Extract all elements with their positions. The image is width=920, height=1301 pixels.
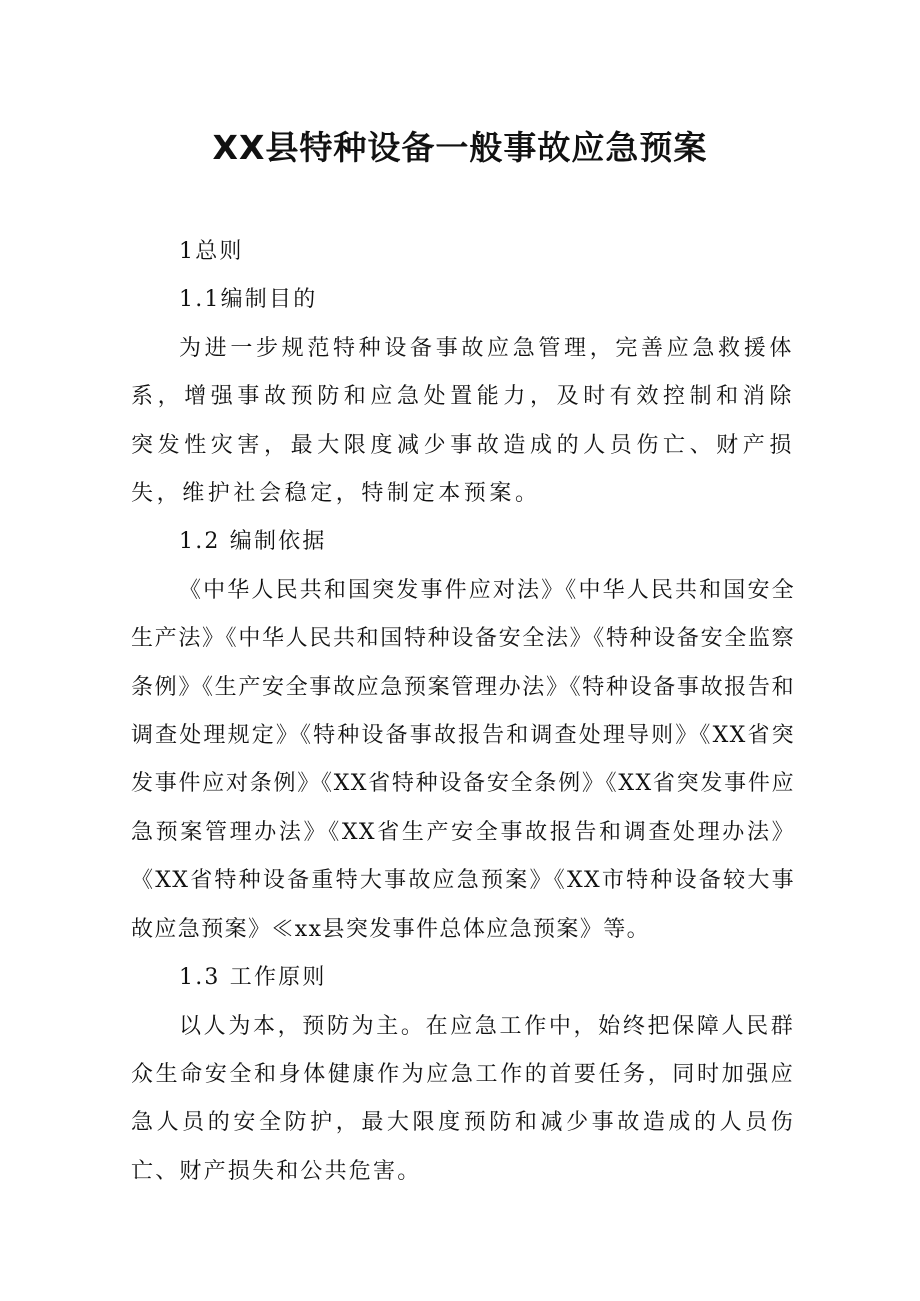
section-heading-principles: 1.3 工作原则 bbox=[179, 965, 327, 991]
section-heading-purpose: 1.1编制目的 bbox=[179, 287, 318, 313]
document-body bbox=[131, 228, 795, 1196]
paragraph-purpose: 为进一步规范特种设备事故应急管理，完善应急救援体系，增强事故预防和应急处置能力，及时有效控制和消除突发性灾害，最大限度减少事故造成的人员伤亡、财产损失，维护社会稳定，特制定本预案。 bbox=[131, 335, 795, 507]
paragraph-basis: 《中华人民共和国突发事件应对法》《中华人民共和国安全生产法》《中华人民共和国特种设备安全法》《特种设备安全监察条例》《生产安全事故应急预案管理办法》《特种设备事故报告和调查处理规定》《特种设备事故报告和调查处理导则》《XX省突发事件应对条例》《XX省特种设备安全条例》《XX省突发事件应急预案管理办法》《XX省生产安全事故报告和调查处理办法》《XX省特种设备重特大事故应急预案》《XX市特种设备较大事故应急预案》≪xx县突发事件总体应急预案》等。 bbox=[131, 577, 795, 942]
section-heading-general: 1总则 bbox=[179, 239, 244, 264]
document-title: XX县特种设备一般事故应急预案 bbox=[212, 128, 708, 167]
section-heading-basis: 1.2 编制依据 bbox=[179, 529, 327, 555]
paragraph-principles: 以人为本，预防为主。在应急工作中，始终把保障人民群众生命安全和身体健康作为应急工作的首要任务，同时加强应急人员的安全防护，最大限度预防和减少事故造成的人员伤亡、财产损失和公共危害。 bbox=[131, 1013, 795, 1184]
